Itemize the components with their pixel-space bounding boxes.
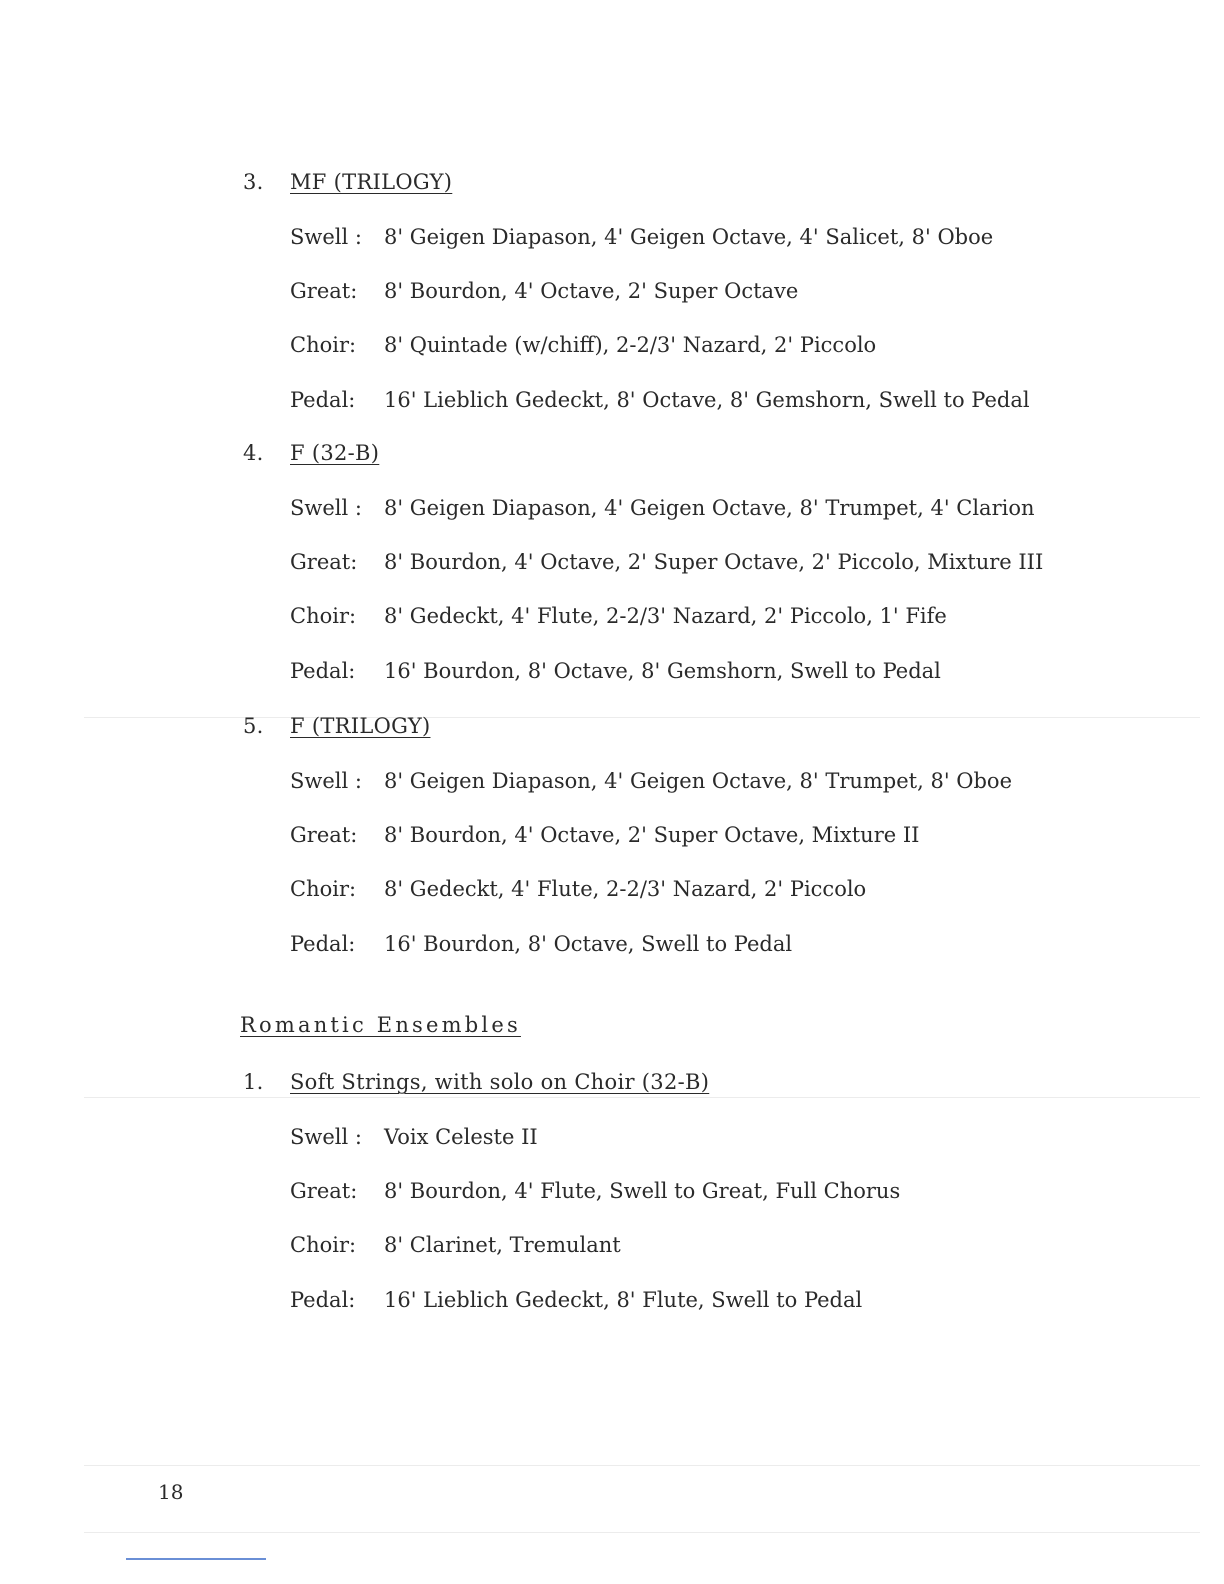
registration-row (290, 604, 947, 634)
stop-list: 8' Gedeckt, 4' Flute, 2-2/3' Nazard, 2' Piccolo (384, 877, 867, 901)
stop-list: 8' Gedeckt, 4' Flute, 2-2/3' Nazard, 2' Piccolo, 1' Fife (384, 604, 947, 628)
registration-row (290, 279, 798, 309)
stop-list: 16' Bourdon, 8' Octave, 8' Gemshorn, Swell to Pedal (384, 659, 941, 683)
division-label: Swell : (290, 496, 362, 520)
registration-row (290, 1288, 862, 1318)
section-title: Soft Strings, with solo on Choir (32-B) (290, 1070, 710, 1094)
division-label: Pedal: (290, 659, 356, 683)
registration-row (290, 388, 1030, 418)
page-number: 18 (158, 1480, 184, 1504)
division-label: Choir: (290, 604, 357, 628)
section-number: 5. (243, 714, 264, 738)
stop-list: 8' Geigen Diapason, 4' Geigen Octave, 8' Trumpet, 4' Clarion (384, 496, 1035, 520)
stop-list: 8' Quintade (w/chiff), 2-2/3' Nazard, 2' Piccolo (384, 333, 877, 357)
stop-list: 16' Bourdon, 8' Octave, Swell to Pedal (384, 932, 793, 956)
division-label: Swell : (290, 769, 362, 793)
division-label: Great: (290, 550, 358, 574)
stop-list: 8' Bourdon, 4' Octave, 2' Super Octave, 2' Piccolo, Mixture III (384, 550, 1044, 574)
registration-row (290, 225, 993, 255)
registration-row (290, 1179, 900, 1209)
registration-row (290, 333, 876, 363)
stop-list: Voix Celeste II (384, 1125, 538, 1149)
section-title: MF (TRILOGY) (290, 170, 453, 194)
stop-list: 16' Lieblich Gedeckt, 8' Octave, 8' Gemshorn, Swell to Pedal (384, 388, 1030, 412)
stop-list: 8' Bourdon, 4' Octave, 2' Super Octave (384, 279, 799, 303)
registration-row (290, 1233, 621, 1263)
registration-row (290, 823, 919, 853)
division-label: Great: (290, 279, 358, 303)
registration-row (290, 877, 866, 907)
section-number: 4. (243, 441, 264, 465)
stop-list: 8' Bourdon, 4' Octave, 2' Super Octave, Mixture II (384, 823, 920, 847)
section-number: 3. (243, 170, 264, 194)
registration-row (290, 1125, 538, 1155)
scan-line (84, 1465, 1200, 1466)
division-label: Great: (290, 823, 358, 847)
scan-line (84, 1097, 1200, 1098)
division-label: Swell : (290, 225, 362, 249)
division-label: Choir: (290, 1233, 357, 1257)
registration-row (290, 496, 1035, 526)
registration-row (290, 769, 1012, 799)
registration-row (290, 932, 792, 962)
division-label: Pedal: (290, 932, 356, 956)
section-number: 1. (243, 1070, 264, 1094)
scan-line (84, 1532, 1200, 1533)
scan-edge-mark (126, 1558, 266, 1560)
division-label: Choir: (290, 333, 357, 357)
division-label: Pedal: (290, 388, 356, 412)
romantic-ensembles-heading: Romantic Ensembles (240, 1013, 521, 1037)
stop-list: 16' Lieblich Gedeckt, 8' Flute, Swell to Pedal (384, 1288, 863, 1312)
stop-list: 8' Clarinet, Tremulant (384, 1233, 621, 1257)
section-title: F (32-B) (290, 441, 380, 465)
division-label: Swell : (290, 1125, 362, 1149)
stop-list: 8' Geigen Diapason, 4' Geigen Octave, 4' Salicet, 8' Oboe (384, 225, 994, 249)
section-title: F (TRILOGY) (290, 714, 431, 738)
stop-list: 8' Bourdon, 4' Flute, Swell to Great, Full Chorus (384, 1179, 901, 1203)
registration-row (290, 659, 941, 689)
division-label: Choir: (290, 877, 357, 901)
registration-row (290, 550, 1043, 580)
division-label: Great: (290, 1179, 358, 1203)
division-label: Pedal: (290, 1288, 356, 1312)
stop-list: 8' Geigen Diapason, 4' Geigen Octave, 8' Trumpet, 8' Oboe (384, 769, 1013, 793)
